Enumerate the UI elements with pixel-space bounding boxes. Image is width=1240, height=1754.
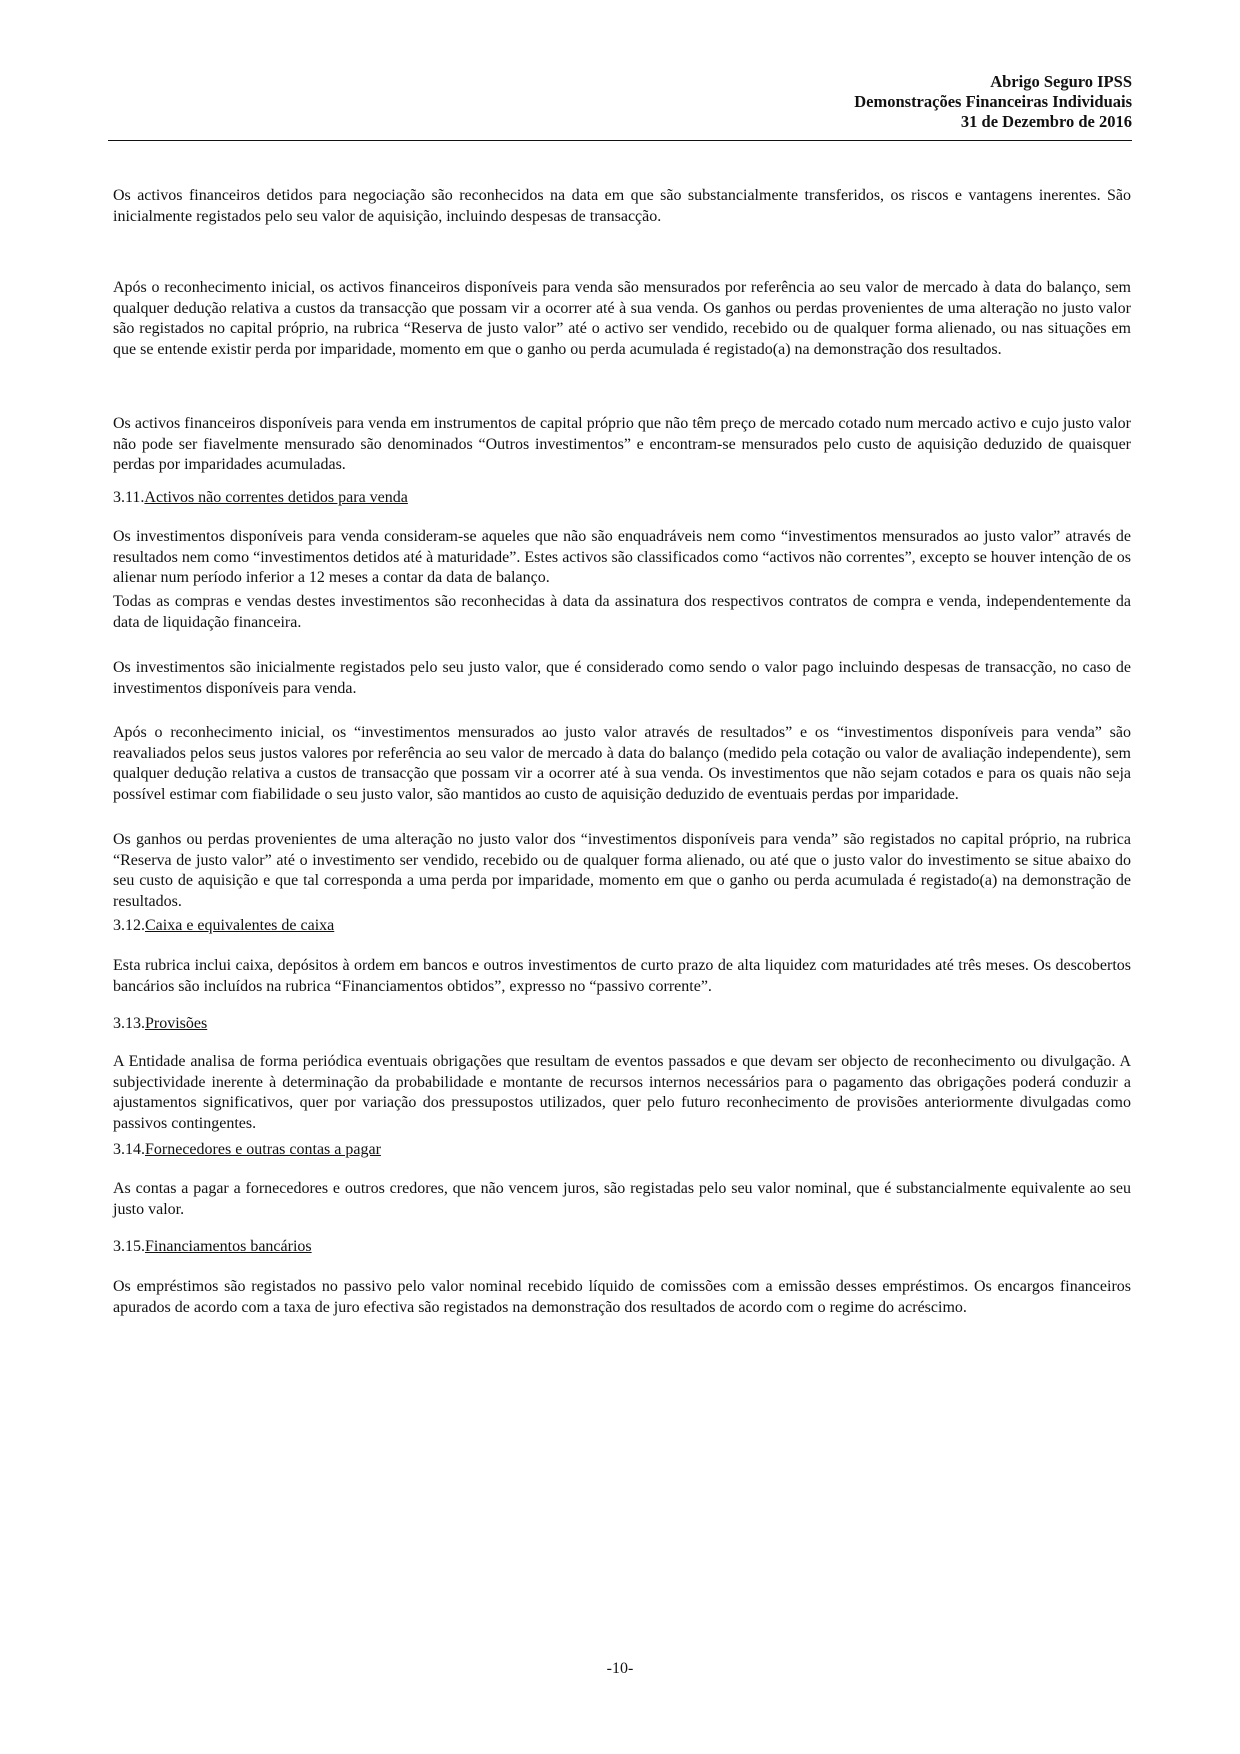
section-title: Provisões (145, 1015, 208, 1032)
page-number: -10- (606, 1660, 634, 1677)
paragraph-revaluation: Após o reconhecimento inicial, os “investimentos mensurados ao justo valor através de resultados” e os “investimentos disponíveis para venda” são reavaliados pelos seus justos valores por referência ao seu valor de mercado à data do balanço (medido pela cotação ou valor de avaliação independente), sem qualquer dedução relativa a custos de transacção que possam vir a ocorrer até à sua venda. Os investimentos que não sejam cotados e para os quais não seja possível estimar com fiabilidade o seu justo valor, são mantidos ao custo de aquisição deduzido de eventuais perdas por imparidade. (113, 724, 1131, 803)
section-number: 3.14. (113, 1141, 145, 1158)
section-number: 3.11. (113, 489, 145, 506)
paragraph-trading-assets: Os activos financeiros detidos para negociação são reconhecidos na data em que são substancialmente transferidos, os riscos e vantagens inerentes. São inicialmente registados pelo seu valor de aquisição, incluindo despesas de transacção. (113, 187, 1131, 225)
section-number: 3.12. (113, 917, 145, 934)
header-organization: Abrigo Seguro IPSS (990, 72, 1132, 91)
section-title: Financiamentos bancários (145, 1238, 312, 1255)
section-heading-3-11 (113, 488, 408, 508)
page-header (108, 72, 1132, 132)
paragraph-investments-definition: Os investimentos disponíveis para venda consideram-se aqueles que não são enquadráveis nem como “investimentos mensurados ao justo valor” através de resultados nem como “investimentos detidos até à maturidade”. Estes activos são classificados como “activos não correntes”, excepto se houver intenção de os alienar num período inferior a 12 meses a contar da data de balanço. (113, 528, 1131, 586)
header-date: 31 de Dezembro de 2016 (960, 112, 1132, 131)
header-document-title: Demonstrações Financeiras Individuais (854, 92, 1132, 111)
section-heading-3-13 (113, 1014, 207, 1034)
section-number: 3.15. (113, 1238, 145, 1255)
paragraph-provisions: A Entidade analisa de forma periódica eventuais obrigações que resultam de eventos passados e que devam ser objecto de reconhecimento ou divulgação. A subjectividade inerente à determinação da probabilidade e montante de recursos internos necessários para o pagamento das obrigações poderá conduzir a ajustamentos significativos, quer por variação dos pressupostos utilizados, quer pelo futuro reconhecimento de provisões anteriormente divulgadas como passivos contingentes. (113, 1053, 1131, 1132)
paragraph-gains-losses: Os ganhos ou perdas provenientes de uma alteração no justo valor dos “investimentos disponíveis para venda” são registados no capital próprio, na rubrica “Reserva de justo valor” até o investimento ser vendido, recebido ou de qualquer forma alienado, ou até que o justo valor do investimento se situe abaixo do seu custo de aquisição e que tal corresponda a uma perda por imparidade, momento em que o ganho ou perda acumulada é registado(a) na demonstração de resultados. (113, 831, 1131, 910)
section-title: Fornecedores e outras contas a pagar (145, 1141, 381, 1158)
paragraph-loans: Os empréstimos são registados no passivo pelo valor nominal recebido líquido de comissões com a emissão desses empréstimos. Os encargos financeiros apurados de acordo com a taxa de juro efectiva são registados na demonstração dos resultados de acordo com o regime do acréscimo. (113, 1278, 1131, 1316)
paragraph-cash: Esta rubrica inclui caixa, depósitos à ordem em bancos e outros investimentos de curto prazo de alta liquidez com maturidades até três meses. Os descobertos bancários são incluídos na rubrica “Financiamentos obtidos”, expresso no “passivo corrente”. (113, 957, 1131, 995)
paragraph-other-investments: Os activos financeiros disponíveis para venda em instrumentos de capital próprio que não têm preço de mercado cotado num mercado activo e cujo justo valor não pode ser fiavelmente mensurado são denominados “Outros investimentos” e encontram-se mensurados pelo custo de aquisição deduzido de quaisquer perdas por imparidades acumuladas. (113, 415, 1131, 473)
section-title: Activos não correntes detidos para venda (144, 489, 408, 506)
section-title: Caixa e equivalentes de caixa (145, 917, 335, 934)
paragraph-available-for-sale: Após o reconhecimento inicial, os activos financeiros disponíveis para venda são mensurados por referência ao seu valor de mercado à data do balanço, sem qualquer dedução relativa a custos da transacção que possam vir a ocorrer até à sua venda. Os ganhos ou perdas provenientes de uma alteração no justo valor são registados no capital próprio, na rubrica “Reserva de justo valor” até o activo ser vendido, recebido ou de qualquer forma alienado, ou nas situações em que se entende existir perda por imparidade, momento em que o ganho ou perda acumulada é registado(a) na demonstração dos resultados. (113, 279, 1131, 358)
section-heading-3-15 (113, 1237, 312, 1257)
paragraph-initial-recognition: Os investimentos são inicialmente registados pelo seu justo valor, que é considerado como sendo o valor pago incluindo despesas de transacção, no caso de investimentos disponíveis para venda. (113, 659, 1131, 697)
section-number: 3.13. (113, 1015, 145, 1032)
paragraph-purchases-sales: Todas as compras e vendas destes investimentos são reconhecidas à data da assinatura dos respectivos contratos de compra e venda, independentemente da data de liquidação financeira. (113, 593, 1131, 631)
section-heading-3-14 (113, 1140, 381, 1160)
paragraph-suppliers: As contas a pagar a fornecedores e outros credores, que não vencem juros, são registadas pelo seu valor nominal, que é substancialmente equivalente ao seu justo valor. (113, 1180, 1131, 1218)
section-heading-3-12 (113, 916, 334, 936)
header-divider (108, 140, 1132, 141)
